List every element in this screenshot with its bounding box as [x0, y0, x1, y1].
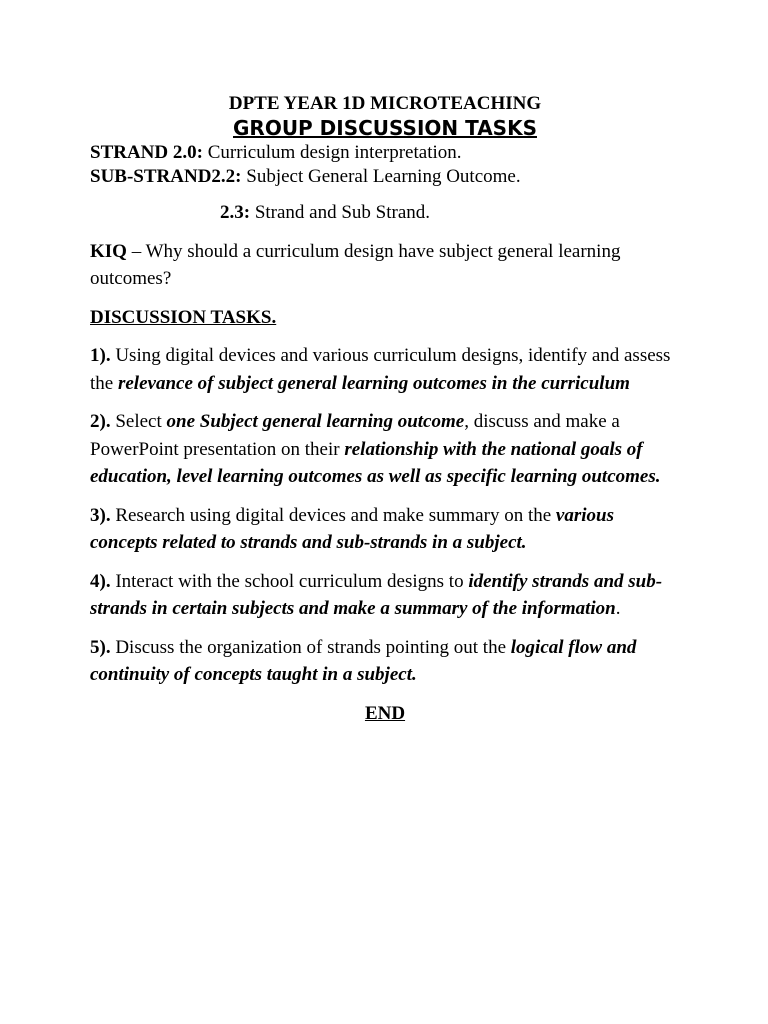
task-number: 1).	[90, 345, 111, 366]
task-text: .	[615, 598, 621, 619]
end-marker: END	[364, 702, 406, 724]
task-text: Interact with the school curriculum designs to	[110, 570, 469, 592]
strand-text: Curriculum design interpretation.	[202, 142, 462, 163]
task-number: 2).	[90, 411, 111, 432]
kiq-text: – Why should a curriculum design have subject general learning outcomes?	[90, 240, 621, 289]
task-text: , discuss and make a PowerPoint presentation on their	[90, 411, 620, 460]
task-emphasis: identify strands and sub-strands in certain subjects and make a summary of the information	[90, 570, 663, 619]
task-emphasis: relationship with the national goals of education, level learning outcomes as well as specific learning outcomes.	[90, 438, 661, 487]
tasks-heading-text: DISCUSSION TASKS.	[90, 306, 277, 328]
task-text: Research using digital devices and make summary on the	[110, 504, 556, 526]
kiq-label: KIQ	[90, 240, 127, 262]
sub-strand-text-2: Strand and Sub Strand.	[250, 202, 431, 223]
kiq-paragraph	[90, 238, 680, 293]
task-emphasis: relevance of subject general learning outcomes in the curriculum	[117, 372, 630, 394]
task-emphasis: one Subject general learning outcome	[166, 411, 465, 432]
task-emphasis: logical flow and continuity of concepts taught in a subject.	[90, 636, 637, 685]
task-number: 3).	[90, 504, 111, 526]
task-number: 5).	[90, 636, 111, 658]
tasks-heading	[90, 304, 680, 332]
sub-strand-label-2: 2.3:	[220, 202, 251, 223]
task-item-1	[90, 342, 680, 397]
task-item-5	[90, 634, 680, 689]
document-body	[90, 92, 680, 727]
task-text: Using digital devices and various curriculum designs, identify and assess the	[90, 345, 671, 394]
task-text: Select	[110, 411, 167, 432]
task-text: Discuss the organization of strands pointing out the	[110, 636, 511, 658]
task-number: 4).	[90, 570, 111, 592]
document-title: DPTE YEAR 1D MICROTEACHING	[228, 93, 542, 114]
task-item-2	[90, 408, 680, 491]
sub-strand-line-2	[90, 199, 680, 227]
sub-strand-text: Subject General Learning Outcome.	[241, 165, 521, 187]
strand-label: STRAND 2.0:	[90, 142, 203, 163]
strand-line	[90, 141, 680, 165]
sub-strand-line	[90, 165, 680, 189]
task-item-3	[90, 502, 680, 557]
task-emphasis: various concepts related to strands and sub-strands in a subject.	[90, 504, 614, 553]
task-item-4	[90, 568, 680, 623]
document-subtitle: GROUP DISCUSSION TASKS	[233, 116, 537, 140]
sub-strand-label: SUB-STRAND2.2:	[90, 165, 242, 187]
